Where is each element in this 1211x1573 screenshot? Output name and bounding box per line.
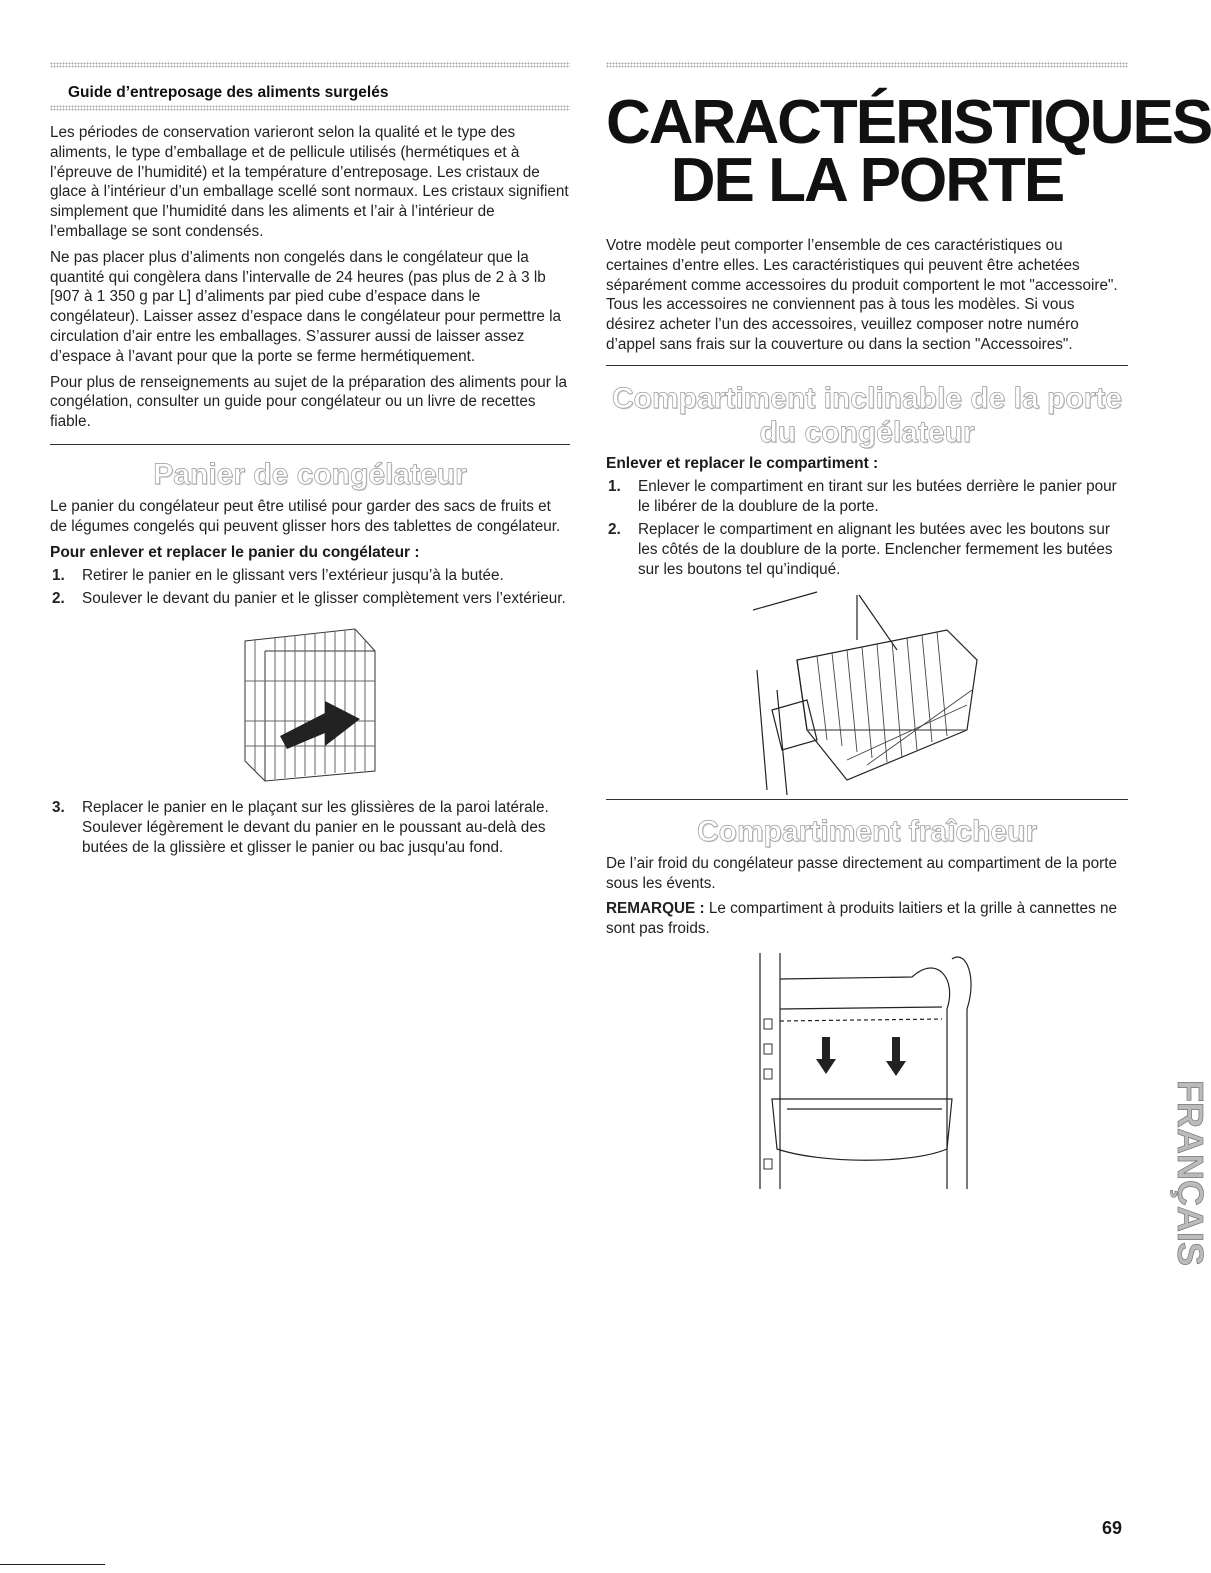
chill-compartment-title: Compartiment fraîcheur xyxy=(696,814,1038,848)
page-number: 69 xyxy=(1102,1518,1123,1538)
storage-paragraph-2: Ne pas placer plus d’aliments non congelés dans le congélateur que la quantité qui congèlera dans l’intervalle de 24 heures (pas plus de 2 à 3 lb [907 à 1 350 g par L] d’aliments par pied cube d’espace dans le congélateur). Laisser assez d’espace dans le congélateur pour permettre la circulation d’air entre les emballages. S’assurer aussi de laisser assez d’espace à l’avant pour que la porte se ferme hermétiquement. xyxy=(50,248,562,365)
dotted-rule xyxy=(606,62,1128,68)
footer-rule xyxy=(0,1564,105,1565)
tilt-bin-steps-list xyxy=(606,477,1128,580)
tilt-bin-illustration xyxy=(747,590,987,795)
section-rule xyxy=(50,444,570,445)
side-tab-label: FRANÇAIS xyxy=(1170,1080,1211,1266)
storage-guide-heading: Guide d’entreposage des aliments surgelés xyxy=(68,84,389,101)
language-side-tab xyxy=(1148,1080,1211,1350)
section-rule xyxy=(606,799,1128,800)
storage-paragraph-1: Les périodes de conservation varieront selon la qualité et le type des aliments, le type d’emballage et de pellicule utilisés (hermétiques et à l’épreuve de l’humidité) et la température d’entreposage. Les cristaux de glace à l’intérieur d’un emballage scellé sont normaux. Les cristaux signifient simplement que l’humidité dans les aliments et l’air à l’intérieur de l’emballage se sont condensés. xyxy=(50,124,569,240)
freezer-basket-title: Panier de congélateur xyxy=(153,457,467,491)
list-item: 1. Retirer le panier en le glissant vers l’extérieur jusqu’à la butée. xyxy=(52,566,504,584)
page-title xyxy=(606,88,1211,215)
dotted-rule xyxy=(50,105,570,111)
freezer-basket-intro: Le panier du congélateur peut être utilisé pour garder des sacs de fruits et de légumes congelés qui peuvent glisser hors des tablettes de congélateur. xyxy=(50,497,561,535)
chill-compartment-note: REMARQUE : Le compartiment à produits laitiers et la grille à cannettes ne sont pas froids. xyxy=(606,900,1117,938)
list-item: 3. Replacer le panier en le plaçant sur les glissières de la paroi latérale. Soulever légèrement le devant du panier en le poussant au-delà des butées de la glissière et glisser le panier ou bac jusqu'au fond. xyxy=(52,799,549,856)
chill-compartment-illustration xyxy=(752,949,982,1194)
page-title-line-1: CARACTÉRISTIQUES xyxy=(606,88,1211,157)
page-title-line-2: DE LA PORTE xyxy=(670,146,1064,215)
basket-step-3-list xyxy=(50,798,570,857)
tilt-bin-steps-heading: Enlever et replacer le compartiment : xyxy=(606,454,879,472)
list-item: 2. Soulever le devant du panier et le glisser complètement vers l’extérieur. xyxy=(52,590,566,608)
left-column xyxy=(50,62,570,862)
basket-steps-list xyxy=(50,566,570,610)
basket-steps-heading: Pour enlever et replacer le panier du congélateur : xyxy=(50,543,420,561)
door-features-intro: Votre modèle peut comporter l’ensemble de ces caractéristiques ou certaines d’entre elles. Les caractéristiques qui peuvent être achetées séparément comme accessoires du produit comportent le mot "accessoire". Tous les accessoires ne conviennent pas à tous les modèles. Si vous désirez acheter l’un des accessoires, veuillez composer notre numéro d’appel sans frais sur la couverture ou dans la section "Accessoires". xyxy=(606,237,1118,353)
list-item: 1. Enlever le compartiment en tirant sur les butées derrière le panier pour le libérer de la doublure de la porte. xyxy=(608,477,1117,515)
section-rule xyxy=(606,365,1128,366)
tilt-bin-title: Compartiment inclinable de la porte du congélateur xyxy=(611,381,1123,449)
chill-compartment-text: De l’air froid du congélateur passe directement au compartiment de la porte sous les évents. xyxy=(606,854,1118,892)
storage-paragraph-3: Pour plus de renseignements au sujet de la préparation des aliments pour la congélation, consulter un guide pour congélateur ou un livre de recettes fiable. xyxy=(50,373,568,431)
freezer-basket-illustration xyxy=(225,621,395,786)
list-item: 2. Replacer le compartiment en alignant les butées avec les boutons sur les côtés de la doublure de la porte. Enclencher fermement les butées sur les boutons tel qu’indiqué. xyxy=(608,521,1113,578)
